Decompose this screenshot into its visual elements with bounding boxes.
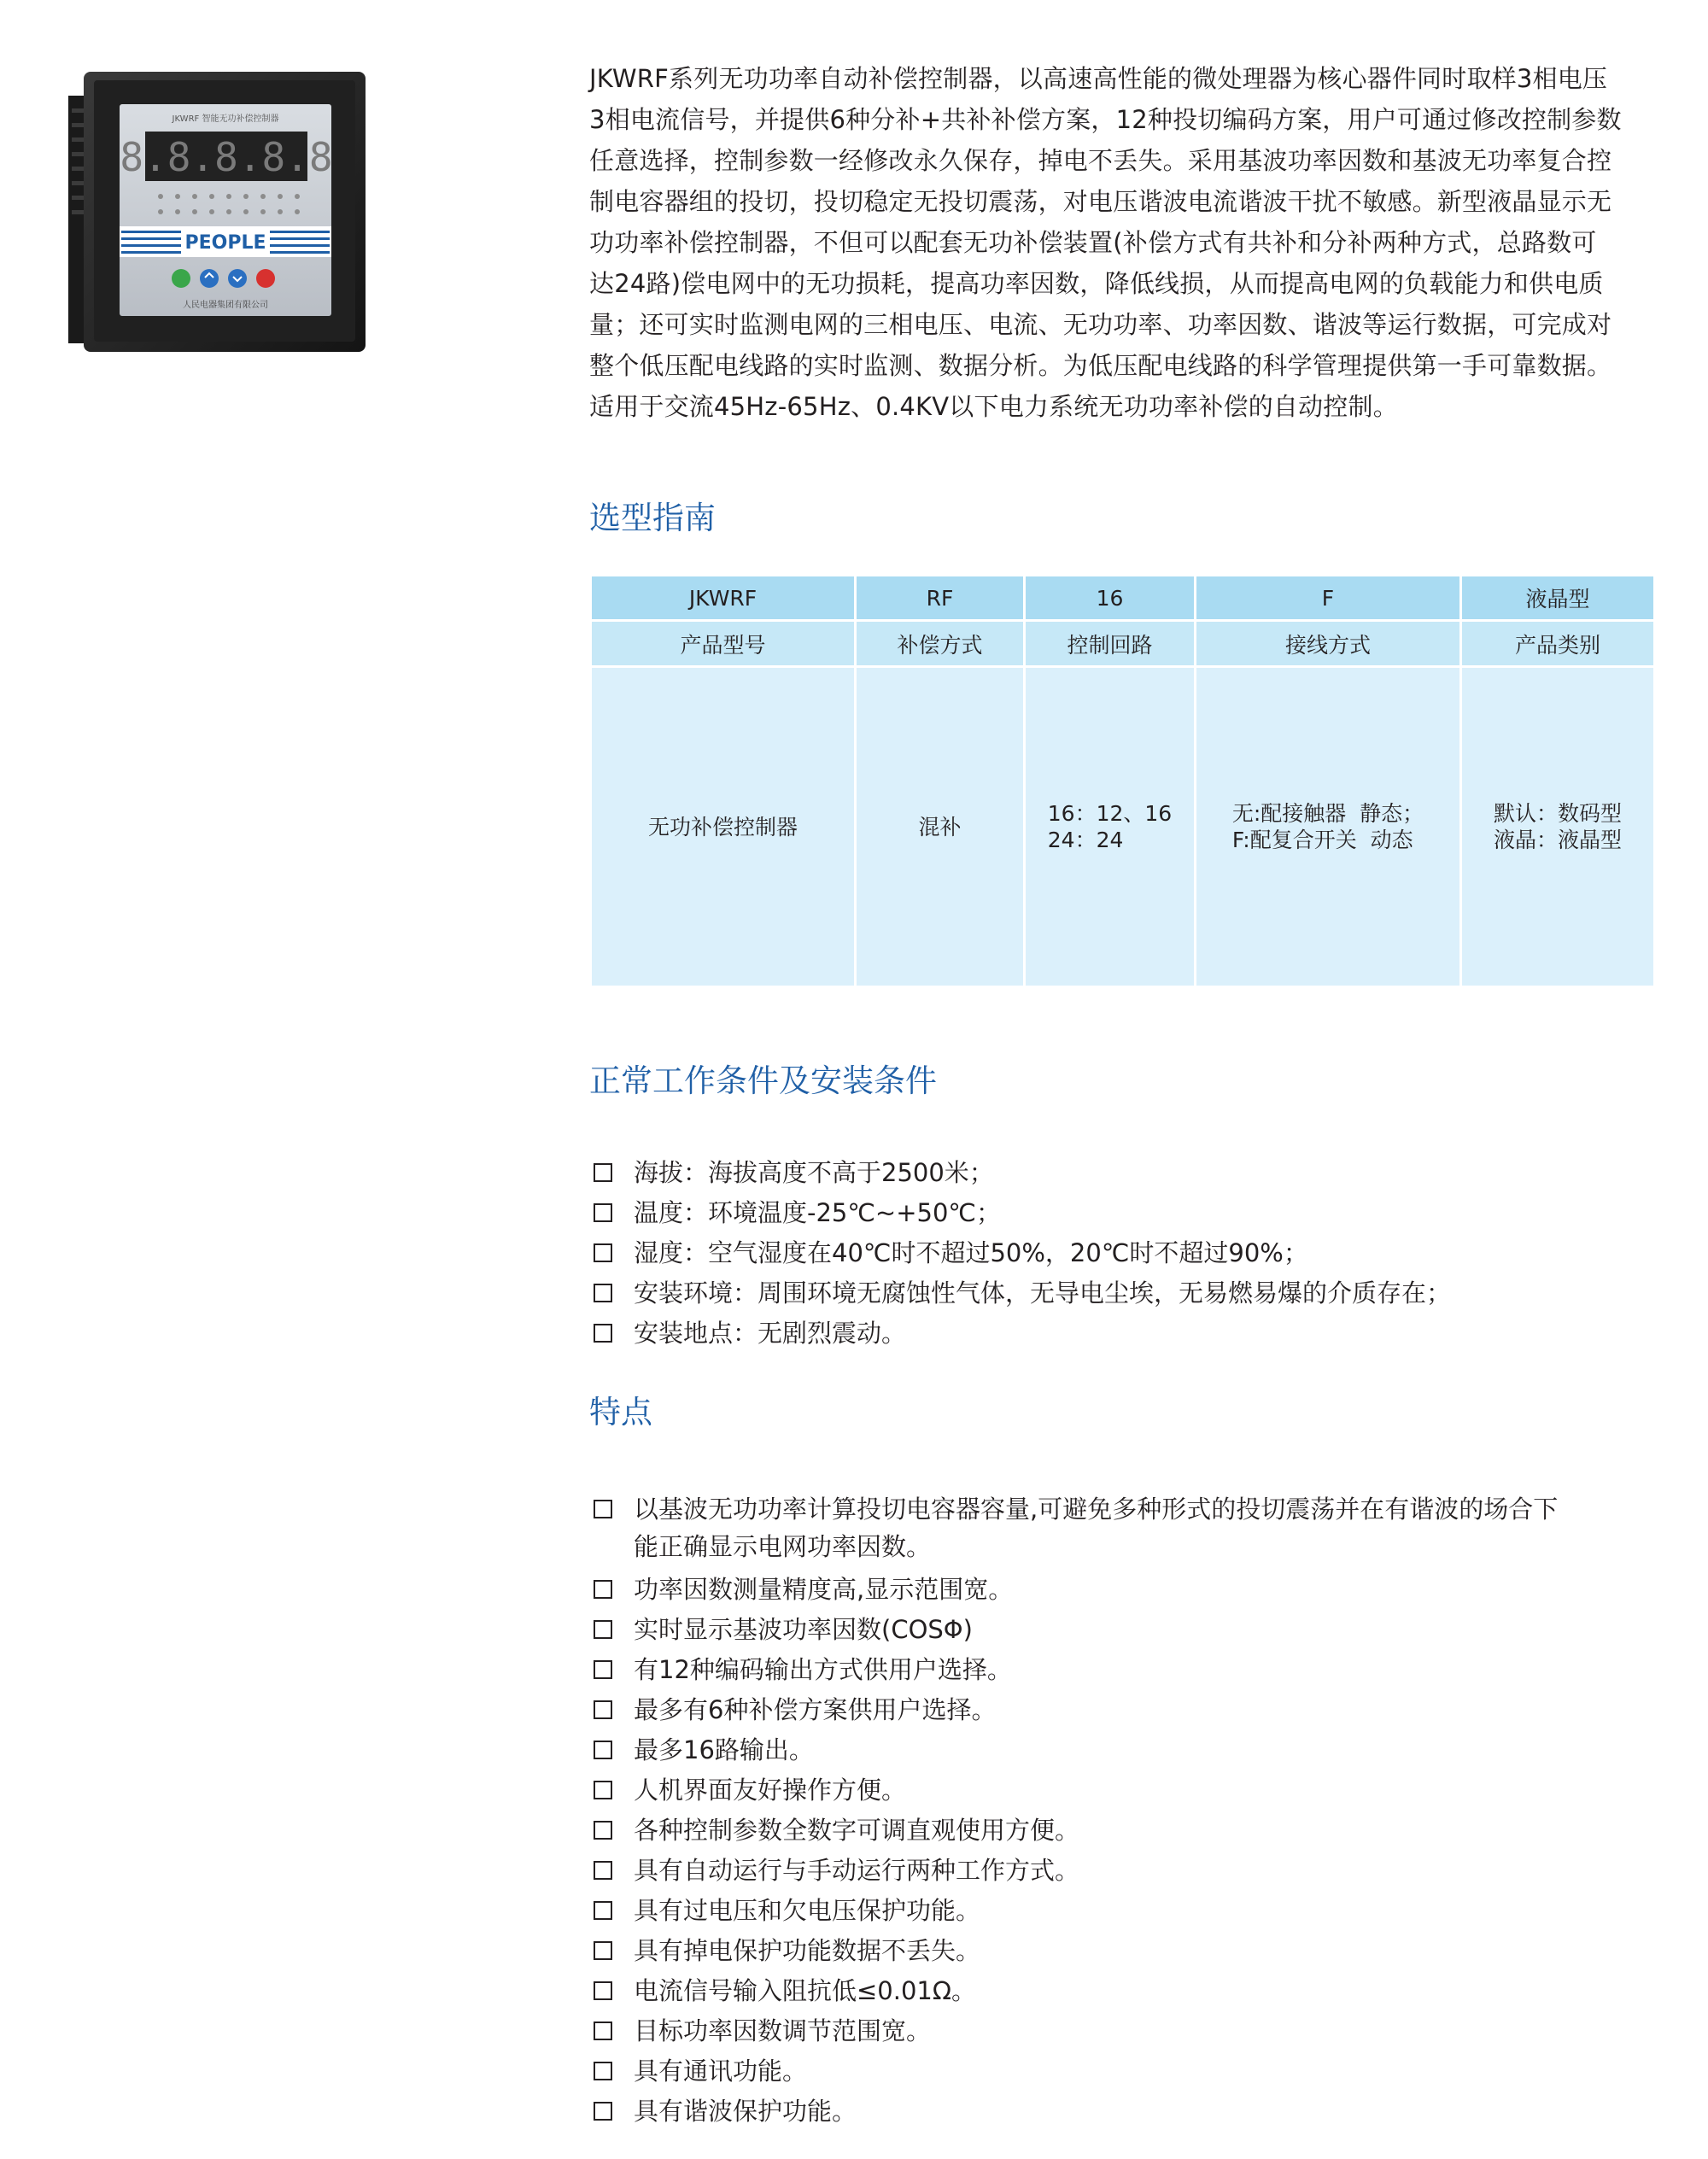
table-cell: 补偿方式 [856, 621, 1025, 667]
list-item [594, 1194, 1652, 1234]
list-item-text: 具有自动运行与手动运行两种工作方式。 [634, 1856, 1080, 1885]
checkbox-icon [594, 1500, 612, 1518]
list-item [594, 1651, 1652, 1691]
brand-text: PEOPLE [184, 232, 266, 254]
checkbox-icon [594, 1163, 612, 1182]
list-item-text: 各种控制参数全数字可调直观使用方便。 [634, 1816, 1080, 1845]
checkbox-icon [594, 1203, 612, 1222]
checkbox-icon [594, 1620, 612, 1639]
checkbox-icon [594, 1861, 612, 1880]
cell-line: 混补 [918, 814, 962, 840]
table-row [591, 667, 1655, 987]
selection-table [589, 574, 1656, 988]
checkbox-icon [594, 1981, 612, 2000]
features-list [594, 1490, 1652, 2133]
list-item [594, 1771, 1652, 1811]
table-cell [856, 667, 1025, 987]
list-item [594, 1811, 1652, 1852]
table-cell: 控制回路 [1025, 621, 1196, 667]
table-cell [1025, 667, 1196, 987]
list-item [594, 1972, 1652, 2012]
list-item-text: 以基波无功功率计算投切电容器容量,可避免多种形式的投切震荡并在有谐波的场合下 能正确显示电网功率因数。 [634, 1495, 1559, 1561]
list-item-text: 海拔：海拔高度不高于2500米； [634, 1158, 994, 1187]
list-item [594, 2012, 1652, 2052]
cell-line: F:配复合开关 动态 [1231, 828, 1413, 852]
list-item [594, 1892, 1652, 1932]
intro-line: 量；还可实时监测电网的三相电压、电流、无功功率、功率因数、谐波等运行数据，可完成对 [589, 310, 1612, 339]
list-item-text: 具有谐波保护功能。 [634, 2097, 857, 2126]
intro-line: 制电容器组的投切，投切稳定无投切震荡，对电压谐波电流谐波干扰不敏感。新型液晶显示无 [589, 187, 1612, 216]
checkbox-icon [594, 2062, 612, 2080]
conditions-list [594, 1154, 1652, 1354]
table-cell: 产品型号 [591, 621, 856, 667]
list-item-text: 安装环境：周围环境无腐蚀性气体，无导电尘埃，无易燃易爆的介质存在； [634, 1278, 1452, 1308]
list-item-text: 最多16路输出。 [634, 1735, 814, 1764]
intro-line: 功功率补偿控制器，不但可以配套无功补偿装置(补偿方式有共补和分补两种方式，总路数可 [589, 228, 1597, 257]
panel-title-text: JKWRF 智能无功补偿控制器 [172, 114, 279, 124]
checkbox-icon [594, 1580, 612, 1599]
list-item-text: 安装地点：无剧烈震动。 [634, 1319, 907, 1348]
checkbox-icon [594, 1324, 612, 1343]
table-cell [591, 667, 856, 987]
list-item [594, 1611, 1652, 1651]
list-item-text: 具有过电压和欠电压保护功能。 [634, 1896, 981, 1925]
list-item-text: 最多有6种补偿方案供用户选择。 [634, 1695, 997, 1724]
list-item-text: 湿度：空气湿度在40℃时不超过50%，20℃时不超过90%； [634, 1238, 1308, 1267]
checkbox-icon [594, 1941, 612, 1960]
list-item-text: 有12种编码输出方式供用户选择。 [634, 1655, 1012, 1684]
list-item [594, 1731, 1652, 1771]
selection-guide-title: 选型指南 [589, 500, 716, 536]
checkbox-icon [594, 1901, 612, 1920]
intro-paragraph [589, 58, 1657, 427]
list-item-text: 具有掉电保护功能数据不丢失。 [634, 1936, 981, 1965]
list-item [594, 2092, 1652, 2133]
list-item-text: 温度：环境温度-25℃~+50℃； [634, 1198, 1002, 1227]
list-item-text: 目标功率因数调节范围宽。 [634, 2016, 932, 2045]
display-digits: 8.8.8.8.8 [120, 134, 333, 180]
table-cell: 16 [1025, 576, 1196, 621]
cell-line: 无:配接触器 静态； [1231, 801, 1424, 826]
checkbox-icon [594, 1284, 612, 1302]
list-item [594, 1691, 1652, 1731]
intro-line: 达24路)偿电网中的无功损耗，提高功率因数，降低线损，从而提高电网的负载能力和供电质 [589, 269, 1604, 298]
intro-line: JKWRF系列无功功率自动补偿控制器，以高速高性能的微处理器为核心器件同时取样3相电压 [589, 64, 1608, 93]
table-cell: RF [856, 576, 1025, 621]
table-cell: JKWRF [591, 576, 856, 621]
table-cell [1461, 667, 1655, 987]
cell-line: 液晶：液晶型 [1493, 828, 1622, 852]
checkbox-icon [594, 1781, 612, 1799]
table-cell: F [1196, 576, 1461, 621]
list-item-text: 功率因数测量精度高,显示范围宽。 [634, 1575, 1014, 1604]
intro-line: 3相电流信号，并提供6种分补+共补补偿方案，12种投切编码方案，用户可通过修改控制参数 [589, 105, 1622, 134]
list-item [594, 1490, 1652, 1571]
cell-line: 无功补偿控制器 [647, 814, 798, 840]
list-item [594, 1314, 1652, 1354]
checkbox-icon [594, 1821, 612, 1840]
table-cell: 接线方式 [1196, 621, 1461, 667]
conditions-title: 正常工作条件及安装条件 [589, 1062, 937, 1099]
cell-line: 默认：数码型 [1493, 801, 1622, 826]
checkbox-icon [594, 2102, 612, 2121]
table-cell: 液晶型 [1461, 576, 1655, 621]
list-item [594, 1274, 1652, 1314]
checkbox-icon [594, 1660, 612, 1679]
list-item [594, 1571, 1652, 1611]
table-cell: 产品类别 [1461, 621, 1655, 667]
list-item [594, 2052, 1652, 2092]
list-item-text: 人机界面友好操作方便。 [634, 1776, 907, 1805]
product-image [68, 70, 367, 354]
cell-line: 16：12、16 [1047, 801, 1173, 826]
checkbox-icon [594, 2022, 612, 2040]
checkbox-icon [594, 1700, 612, 1719]
list-item-text: 实时显示基波功率因数(COSΦ) [634, 1615, 973, 1644]
checkbox-icon [594, 1243, 612, 1262]
intro-line: 整个低压配电线路的实时监测、数据分析。为低压配电线路的科学管理提供第一手可靠数据。 [589, 351, 1612, 380]
intro-line: 适用于交流45Hz-65Hz、0.4KV以下电力系统无功功率补偿的自动控制。 [589, 392, 1398, 421]
cell-line: 24：24 [1047, 828, 1124, 852]
list-item-text: 具有通讯功能。 [634, 2057, 808, 2086]
list-item [594, 1932, 1652, 1972]
list-item [594, 1852, 1652, 1892]
table-row [591, 576, 1655, 621]
list-item [594, 1234, 1652, 1274]
intro-line: 任意选择，控制参数一经修改永久保存，掉电不丢失。采用基波功率因数和基波无功率复合控 [589, 146, 1612, 175]
list-item-text: 电流信号输入阻抗低≤0.01Ω。 [634, 1976, 977, 2005]
table-row [591, 621, 1655, 667]
features-title: 特点 [589, 1394, 652, 1431]
list-item [594, 1154, 1652, 1194]
checkbox-icon [594, 1741, 612, 1759]
maker-text: 人民电器集团有限公司 [183, 301, 268, 310]
table-cell [1196, 667, 1461, 987]
